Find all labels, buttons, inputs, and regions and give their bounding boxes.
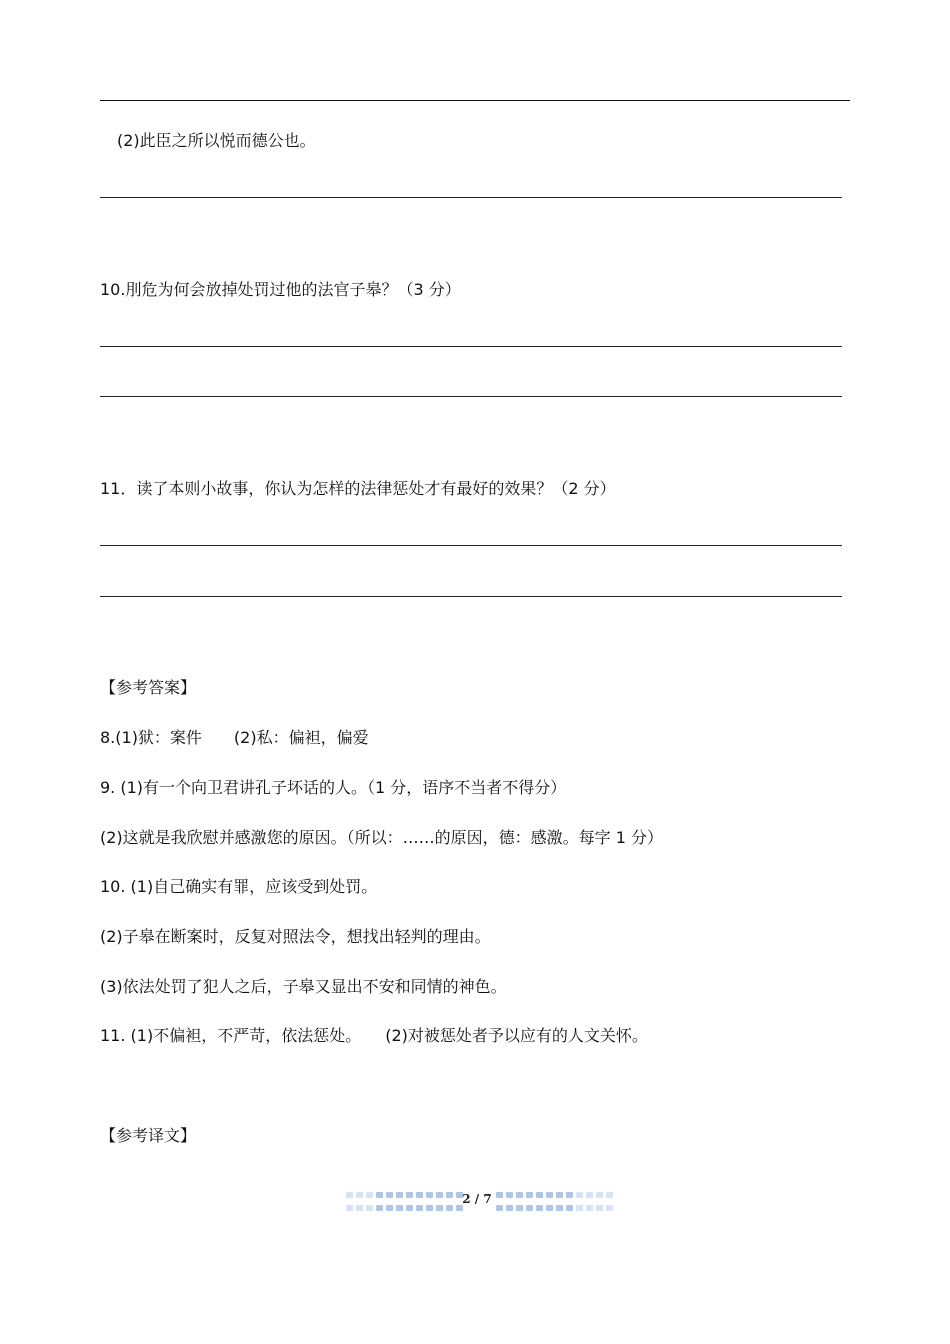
question-9-2: (2)此臣之所以悦而德公也。 — [117, 131, 316, 150]
answer-blank-line — [100, 346, 842, 347]
answer-line: (2)子皋在断案时，反复对照法令，想找出轻判的理由。 — [100, 927, 491, 946]
answer-line: (3)依法处罚了犯人之后，子皋又显出不安和同情的神色。 — [100, 977, 507, 996]
page-footer — [346, 1190, 606, 1216]
top-rule — [100, 100, 850, 101]
question-11: 11．读了本则小故事，你认为怎样的法律惩处才有最好的效果？（2 分） — [100, 479, 616, 498]
answer-heading: 【参考答案】 — [100, 678, 197, 697]
footer-decoration-right — [496, 1192, 613, 1198]
footer-decoration-left — [346, 1192, 463, 1198]
answer-blank-line — [100, 396, 842, 397]
answer-blank-line — [100, 545, 842, 546]
page-number: 2 / 7 — [462, 1192, 492, 1206]
answer-blank-line — [100, 596, 842, 597]
answer-line: 9. (1)有一个向卫君讲孔子坏话的人。（1 分，语序不当者不得分） — [100, 778, 567, 797]
answer-line: 11. (1)不偏袒，不严苛，依法惩处。 (2)对被惩处者予以应有的人文关怀。 — [100, 1026, 648, 1045]
footer-decoration-left — [346, 1205, 463, 1211]
footer-decoration-right — [496, 1205, 613, 1211]
translation-heading: 【参考译文】 — [100, 1126, 197, 1145]
answer-line: (2)这就是我欣慰并感激您的原因。（所以：……的原因，德：感激。每字 1 分） — [100, 828, 664, 847]
answer-line: 10. (1)自己确实有罪，应该受到处罚。 — [100, 877, 378, 896]
answer-blank-line — [100, 197, 842, 198]
question-10: 10.刖危为何会放掉处罚过他的法官子皋？（3 分） — [100, 280, 461, 299]
answer-line: 8.(1)狱：案件 (2)私：偏袒，偏爱 — [100, 728, 369, 747]
